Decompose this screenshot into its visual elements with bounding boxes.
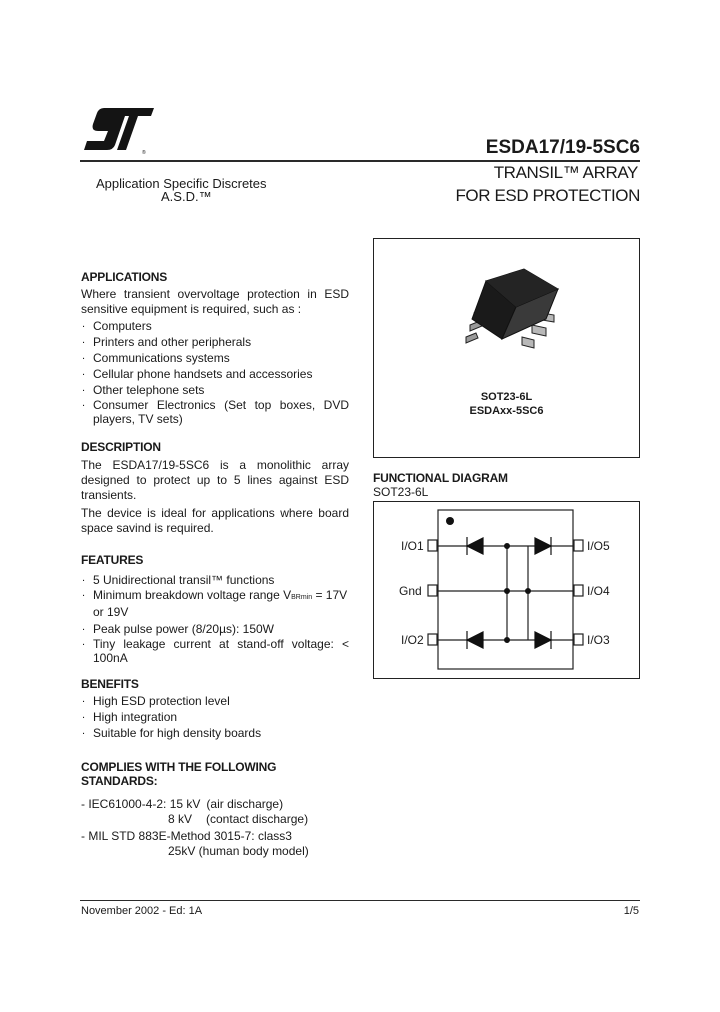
pin-label-io4: I/O4 <box>587 584 610 598</box>
list-item <box>81 398 349 426</box>
description-p1-line-2: designed to protect up to 5 lines against ESD <box>81 473 349 487</box>
subtitle-line-1: TRANSIL™ ARRAY <box>493 163 638 182</box>
package-name: SOT23-6L <box>480 391 533 403</box>
subtitle-line-2: FOR ESD PROTECTION <box>455 186 640 205</box>
list-item: . Other telephone sets <box>81 382 349 398</box>
list-item: . Communications systems <box>81 350 349 366</box>
benefits-heading: BENEFITS <box>81 677 139 691</box>
pin-io3 <box>574 634 583 645</box>
sot23-package-image <box>454 261 564 361</box>
description-p1-line-3: transients. <box>81 488 137 502</box>
description-p2-line-2: space savind is required. <box>81 521 214 535</box>
feature-breakdown-line-1: . Minimum breakdown voltage range VBRmin = 17V <box>93 588 348 602</box>
list-item: . Printers and other peripherals <box>81 334 349 350</box>
applications-intro-line-2: sensitive equipment is required, such as : <box>81 302 302 316</box>
description-p1-line-1: The ESDA17/19-5SC6 is a monolithic array <box>81 458 349 472</box>
st-logo-shape <box>84 108 154 150</box>
header-rule <box>80 160 640 162</box>
package-box <box>373 238 640 458</box>
functional-diagram-package: SOT23-6L <box>373 485 429 499</box>
list-item: . Computers <box>81 318 349 334</box>
category-line-2: A.S.D.™ <box>161 189 212 204</box>
pin-io1 <box>428 540 437 551</box>
standard-iec-contact-line: 8 kV (contact discharge) <box>168 812 309 826</box>
list-item <box>81 588 349 619</box>
feature-leakage-line-1: . Tiny leakage current at stand-off voltage: < <box>93 637 349 651</box>
footer-page-number: 1/5 <box>623 905 639 917</box>
feature-breakdown-line-2: or 19V <box>93 605 129 619</box>
applications-list <box>81 318 349 426</box>
list-item <box>81 637 349 665</box>
pin-label-io3: I/O3 <box>587 633 610 647</box>
left-column <box>81 270 349 859</box>
benefits-list <box>81 693 349 741</box>
description-heading: DESCRIPTION <box>81 440 161 454</box>
pin-io2 <box>428 634 437 645</box>
pin-label-gnd: Gnd <box>399 584 422 598</box>
feature-subscript: BRmin <box>291 594 313 601</box>
functional-diagram-heading: FUNCTIONAL DIAGRAM <box>373 471 508 485</box>
list-item: . Cellular phone handsets and accessories <box>81 366 349 382</box>
svg-text:®: ® <box>142 150 146 156</box>
list-item: . Peak pulse power (8/20µs): 150W <box>81 621 349 637</box>
pin-label-io5: I/O5 <box>587 539 610 553</box>
pin-label-io1: I/O1 <box>401 539 424 553</box>
st-logo <box>82 107 158 157</box>
description-p2-line-1: The device is ideal for applications where board <box>81 506 349 520</box>
applications-heading: APPLICATIONS <box>81 270 168 284</box>
pin1-marker <box>446 517 454 525</box>
list-item-line-1: . Consumer Electronics (Set top boxes, DVD <box>93 398 349 412</box>
pin-gnd <box>428 585 437 596</box>
standard-iec-line: - IEC61000-4-2: 15 kV (air discharge) <box>81 797 284 811</box>
features-list <box>81 572 349 665</box>
pin-io5 <box>574 540 583 551</box>
list-item: . 5 Unidirectional transil™ functions <box>81 572 349 588</box>
applications-intro-line-1: Where transient overvoltage protection in ESD <box>81 287 349 301</box>
features-heading: FEATURES <box>81 553 144 567</box>
footer-date-edition: November 2002 - Ed: 1A <box>81 905 203 917</box>
category-line-1: Application Specific Discretes <box>96 176 267 191</box>
pin-label-io2: I/O2 <box>401 633 424 647</box>
pin-io4 <box>574 585 583 596</box>
standard-mil-hbm-line: 25kV (human body model) <box>168 844 309 858</box>
feature-leakage-line-2: 100nA <box>93 651 128 665</box>
list-item: . High integration <box>81 709 349 725</box>
part-number: ESDA17/19-5SC6 <box>485 137 640 158</box>
list-item: . Suitable for high density boards <box>81 725 349 741</box>
standards-heading: COMPLIES WITH THE FOLLOWING STANDARDS: <box>81 760 277 788</box>
package-marking: ESDAxx-5SC6 <box>469 405 544 417</box>
footer-rule <box>80 900 640 901</box>
list-item: . High ESD protection level <box>81 693 349 709</box>
list-item-line-2: players, TV sets) <box>93 412 183 426</box>
standard-mil-line: - MIL STD 883E-Method 3015-7: class3 <box>81 829 292 843</box>
